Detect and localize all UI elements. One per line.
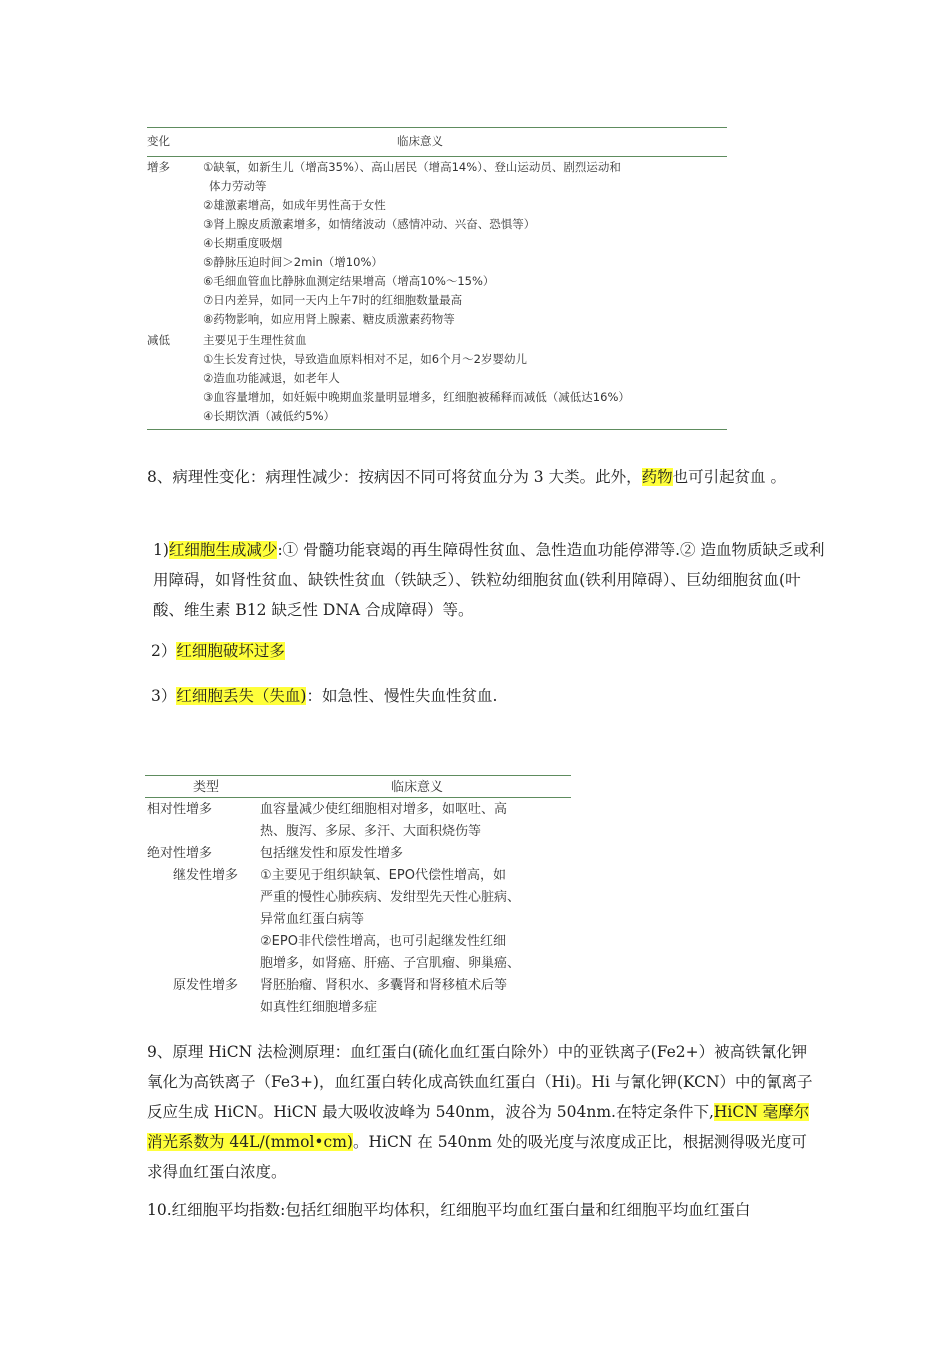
table-label: 相对性增多 (147, 802, 213, 817)
table-rbc-increase-types (145, 775, 571, 1015)
table-label-decrease: 减低 (147, 333, 170, 347)
table-cell: 异常血红蛋白病等 (260, 912, 365, 927)
table-header-type: 类型 (193, 780, 220, 795)
table-rbc-physiological (147, 127, 727, 432)
paragraph-8 (147, 462, 819, 492)
table-header-change: 变化 (147, 134, 170, 148)
table-cell: ③肾上腺皮质激素增多，如情绪波动（感情冲动、兴奋、恐惧等） (203, 217, 536, 231)
highlight-text: 红细胞丢失（失血) (176, 687, 307, 705)
list-item-1 (147, 535, 825, 625)
table-cell: ④长期重度吸烟 (203, 236, 283, 250)
table-cell: 热、腹泻、多尿、多汗、大面积烧伤等 (260, 824, 482, 839)
table-cell: ②EPO非代偿性增高，也可引起继发性红细 (260, 934, 506, 949)
table-header-rule (145, 797, 571, 798)
table-top-rule (147, 127, 727, 128)
table-cell: ⑤静脉压迫时间＞2min（增10%） (203, 255, 383, 269)
paragraph-text: 9、原理 HiCN 法检测原理：血红蛋白(硫化血红蛋白除外）中的亚铁离子(Fe2+）被高铁氰化钾氧化为高铁离子（Fe3+)，血红蛋白转化成高铁血红蛋白（Hi)。Hi 与氰化钾(KCN）中的氰离子反应生成 HiCN。HiCN 最大吸收波峰为 540nm，波谷为 504nm.在特定条件下, (147, 1043, 813, 1121)
table-cell: ①生长发育过快，导致造血原料相对不足，如6个月～2岁婴幼儿 (203, 352, 527, 366)
paragraph-text: 10.红细胞平均指数:包括红细胞平均体积，红细胞平均血红蛋白量和红细胞平均血红蛋白 (147, 1201, 751, 1219)
paragraph-text: 8、病理性变化：病理性减少：按病因不同可将贫血分为 3 大类。此外， (147, 468, 642, 486)
highlight-text: 药物 (641, 468, 673, 486)
list-item-prefix: 2） (151, 642, 177, 660)
paragraph-10 (147, 1195, 819, 1225)
table-cell: ①主要见于组织缺氧、EPO代偿性增高，如 (260, 868, 506, 883)
table-cell: 如真性红细胞增多症 (260, 1000, 378, 1015)
table-cell: 血容量减少使红细胞相对增多，如呕吐、高 (260, 802, 508, 817)
highlight-text: 红细胞破坏过多 (176, 642, 285, 660)
table-bottom-rule (147, 429, 727, 430)
list-item-prefix: 1) (153, 541, 169, 559)
paragraph-text: 也可引起贫血 。 (672, 468, 787, 486)
table-label-increase: 增多 (147, 160, 170, 174)
table-cell: 肾胚胎瘤、肾积水、多囊肾和肾移植术后等 (260, 978, 508, 993)
list-item-prefix: 3） (151, 687, 177, 705)
table-cell: ③血容量增加，如妊娠中晚期血浆量明显增多，红细胞被稀释而减低（减低达16%） (203, 390, 630, 404)
table-cell: 包括继发性和原发性增多 (260, 846, 404, 861)
list-item-2 (147, 636, 823, 666)
highlight-text: 红细胞生成减少 (168, 541, 278, 559)
table-header-significance: 临床意义 (391, 780, 444, 795)
table-cell: ⑥毛细血管血比静脉血测定结果增高（增高10%～15%） (203, 274, 495, 288)
table-top-rule (145, 775, 571, 776)
table-header-rule (147, 156, 727, 157)
table-cell: ②雄激素增高，如成年男性高于女性 (203, 198, 386, 212)
paragraph-9 (147, 1037, 819, 1187)
paragraph-text: :① 骨髓功能衰竭的再生障碍性贫血、急性造血功能停滞等.② 造血物质缺乏或利用障碍，如肾性贫血、缺铁性贫血（铁缺乏）、铁粒幼细胞贫血(铁利用障碍）、巨幼细胞贫血(叶酸、维生素 B12 缺乏性 DNA 合成障碍）等。 (153, 541, 825, 619)
table-cell: 严重的慢性心肺疾病、发绀型先天性心脏病、 (260, 890, 521, 905)
table-cell: 体力劳动等 (209, 179, 267, 193)
table-cell: ⑦日内差异，如同一天内上午7时的红细胞数量最高 (203, 293, 463, 307)
paragraph-text: 。HiCN 在 540nm 处的吸光度与浓度成正比，根据测得吸光度可求得血红蛋白浓度。 (147, 1133, 807, 1181)
table-cell: ④长期饮酒（减低约5%） (203, 409, 336, 423)
paragraph-text: ：如急性、慢性失血性贫血. (306, 687, 498, 705)
table-label: 绝对性增多 (147, 846, 213, 861)
table-cell: 主要见于生理性贫血 (203, 333, 307, 347)
table-cell: ②造血功能减退，如老年人 (203, 371, 340, 385)
table-cell: 胞增多，如肾癌、肝癌、子宫肌瘤、卵巢癌、 (260, 956, 521, 971)
table-label: 继发性增多 (173, 868, 239, 883)
table-label: 原发性增多 (173, 978, 239, 993)
table-header-significance: 临床意义 (397, 134, 443, 148)
list-item-3 (147, 681, 823, 711)
table-cell: ⑧药物影响，如应用肾上腺素、糖皮质激素药物等 (203, 312, 455, 326)
table-cell: ①缺氧，如新生儿（增高35%）、高山居民（增高14%）、登山运动员、剧烈运动和 (203, 160, 621, 174)
highlight-text: HiCN 毫摩尔消光系数为 44L/(mmol•cm) (147, 1103, 810, 1151)
